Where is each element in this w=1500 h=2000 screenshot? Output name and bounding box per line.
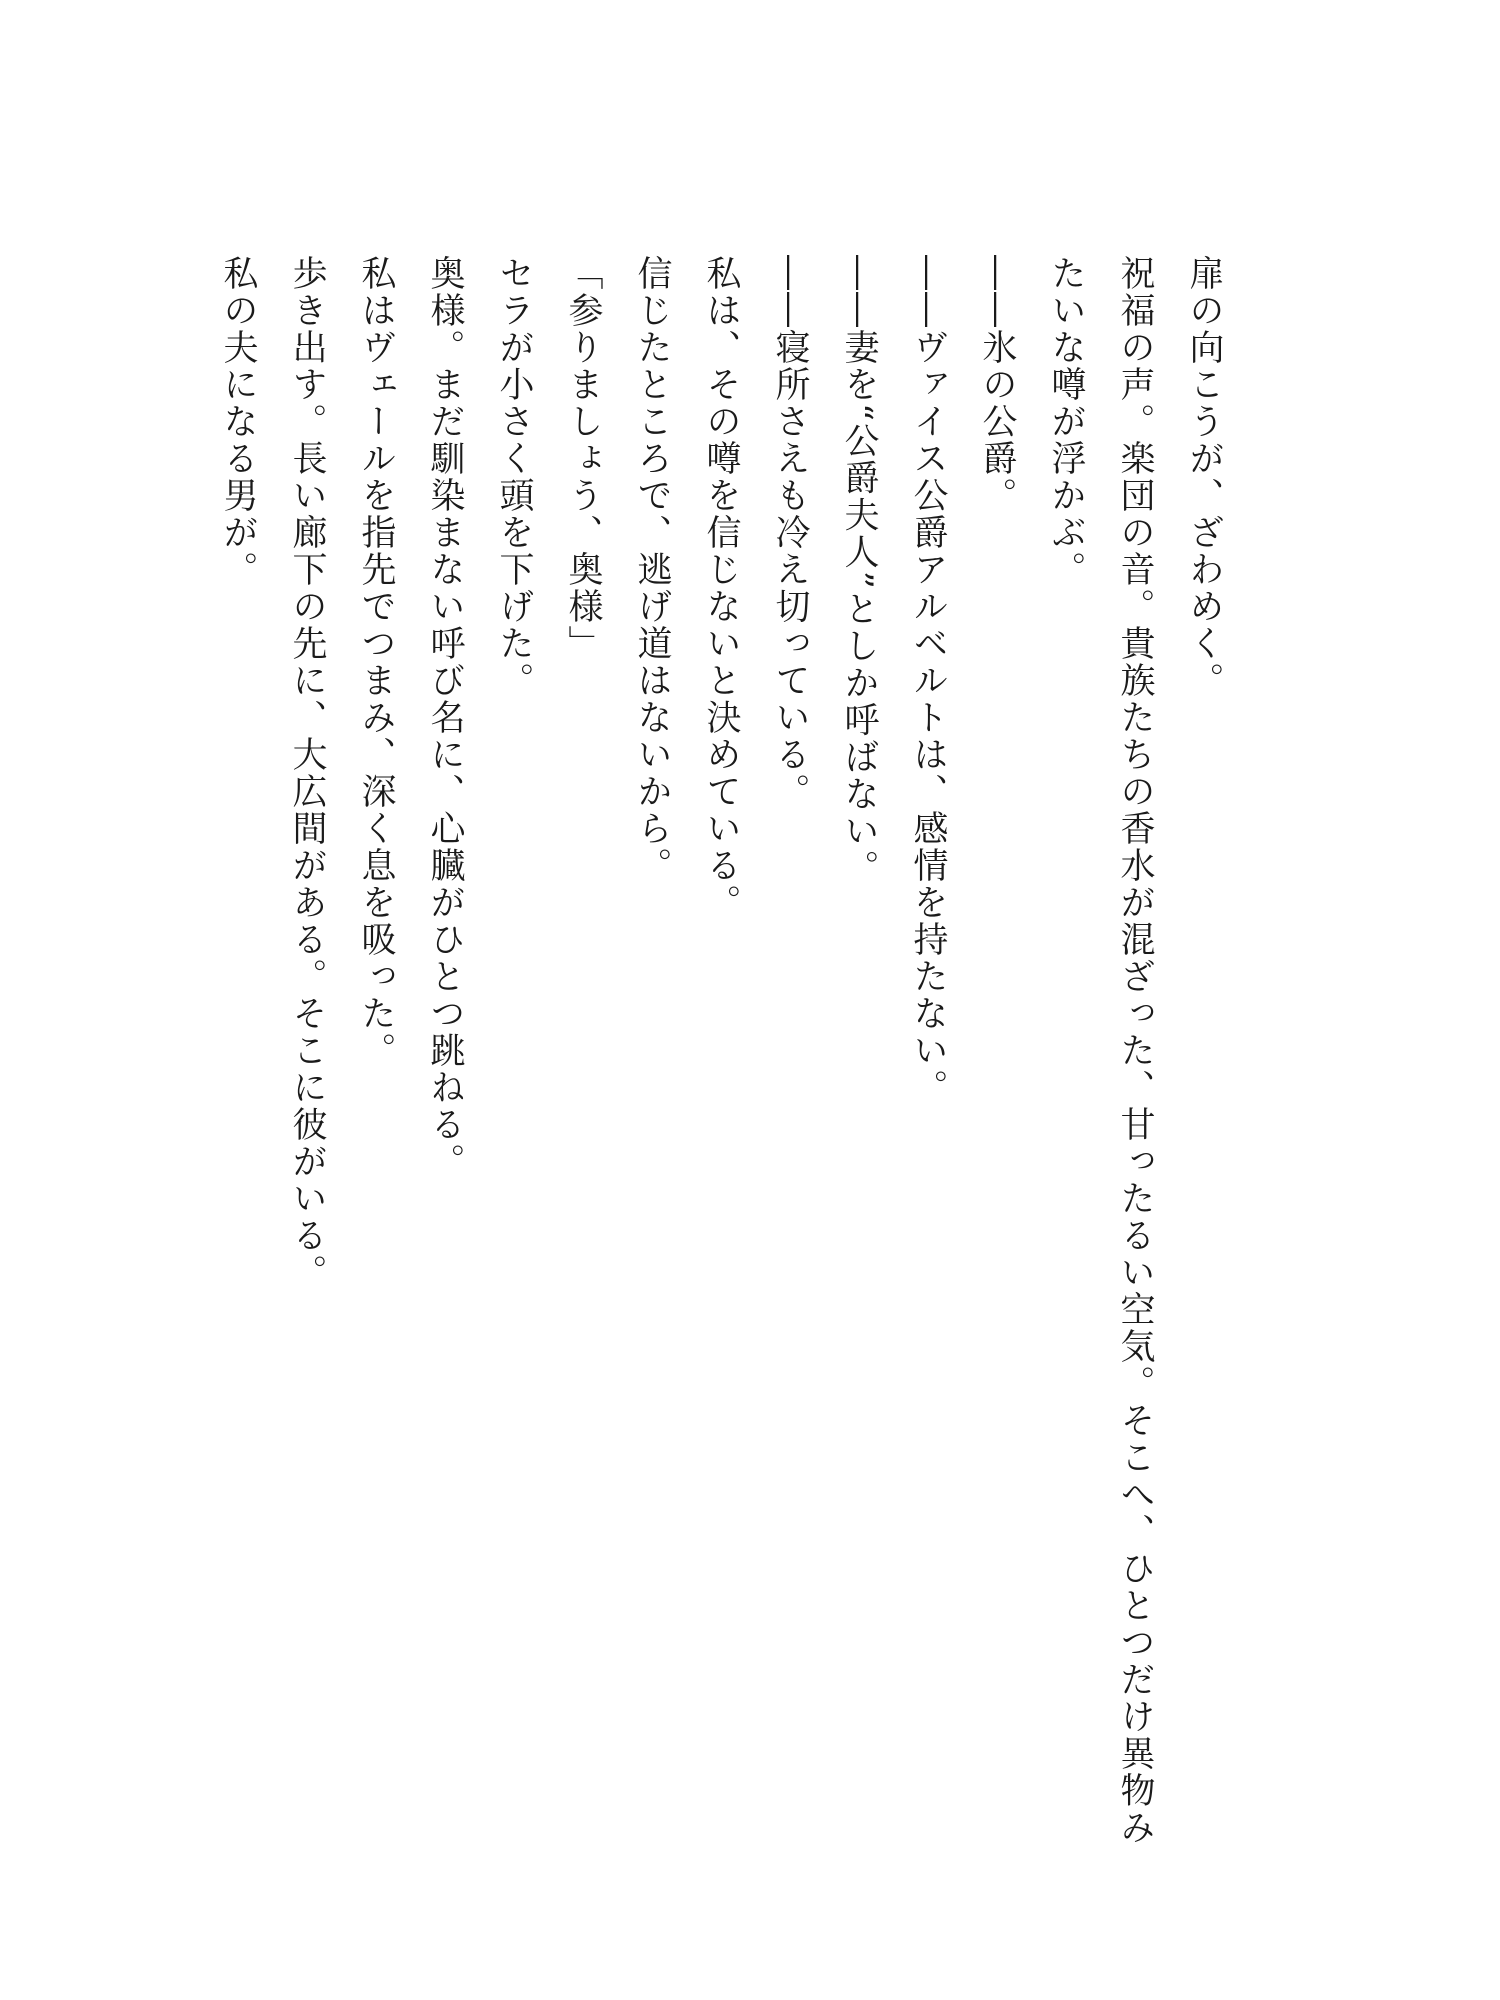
text-line-7: 私は、その噂を信じないと決めている。 [701, 255, 741, 921]
text-line-14: 私の夫になる男が。 [218, 255, 258, 588]
text-line-2: 祝福の声。楽団の音。貴族たちの香水が混ざった、甘ったるい空気。そこへ、ひとつだけ異物みたいな噂が浮かぶ。 [1046, 255, 1155, 1846]
text-line-9: 「参りましょう、奥様」 [563, 255, 603, 662]
text-line-3: ――氷の公爵。 [977, 255, 1017, 514]
text-line-6: ――寝所さえも冷え切っている。 [770, 255, 810, 810]
text-line-1: 扉の向こうが、ざわめく。 [1184, 255, 1224, 699]
text-line-8: 信じたところで、逃げ道はないから。 [632, 255, 672, 884]
text-line-5: ――妻を“公爵夫人”としか呼ばない。 [839, 255, 879, 887]
vertical-text-block [203, 255, 1238, 1855]
text-line-10: セラが小さく頭を下げた。 [494, 255, 534, 699]
text-line-4: ――ヴァイス公爵アルベルトは、感情を持たない。 [908, 255, 948, 1106]
text-line-12: 私はヴェールを指先でつまみ、深く息を吸った。 [356, 255, 396, 1069]
text-line-11: 奥様。まだ馴染まない呼び名に、心臓がひとつ跳ねる。 [425, 255, 465, 1180]
text-line-13: 歩き出す。長い廊下の先に、大広間がある。そこに彼がいる。 [287, 255, 327, 1291]
